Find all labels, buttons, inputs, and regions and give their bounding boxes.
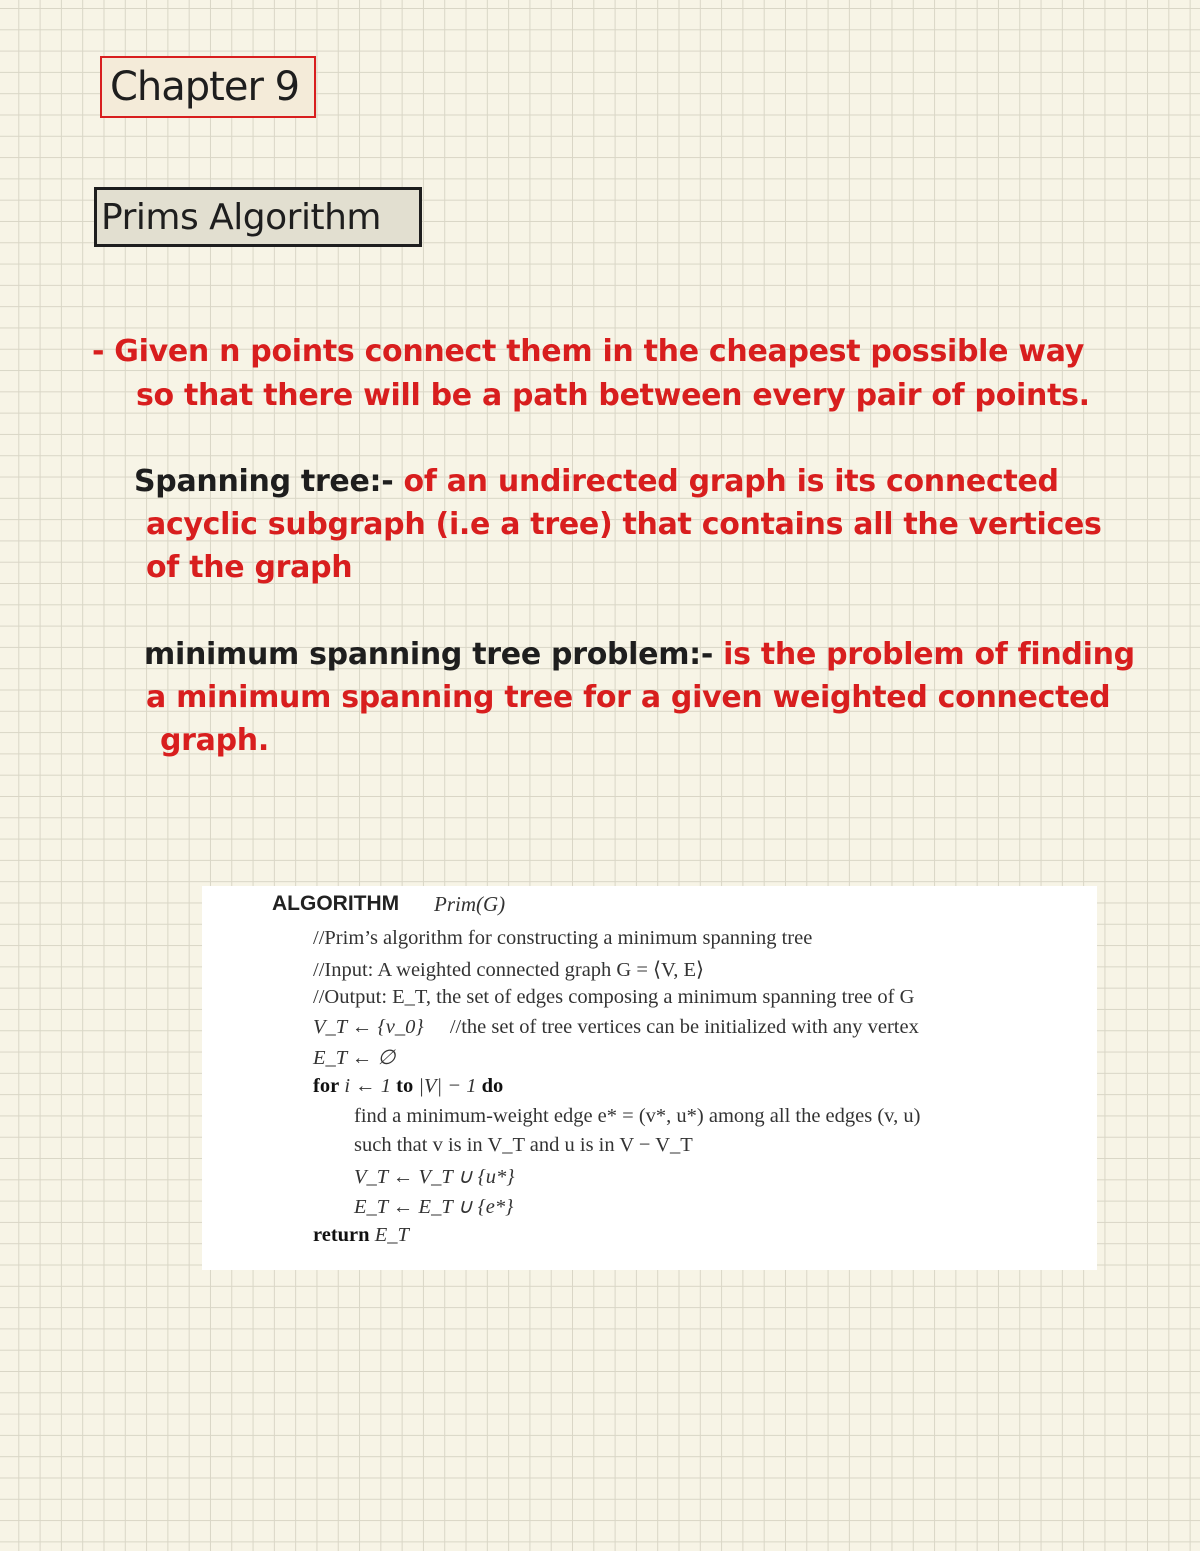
algorithm-body-4 — [354, 1194, 513, 1219]
mst-problem-line-3: graph. — [160, 723, 269, 758]
init-vertices-expression: V_T ← {v_0} — [313, 1016, 424, 1038]
algorithm-keyword: ALGORITHM — [272, 892, 400, 915]
algorithm-comment-1: //Prim’s algorithm for constructing a minimum spanning tree — [313, 927, 813, 949]
topic-heading-box — [94, 187, 422, 247]
chapter-heading-box — [100, 56, 316, 118]
algorithm-body-3 — [354, 1164, 515, 1189]
algorithm-return — [313, 1224, 409, 1247]
to-keyword: to — [396, 1075, 414, 1097]
spanning-tree-definition-1: of an undirected graph is its connected — [393, 464, 1059, 499]
spanning-tree-line-2: acyclic subgraph (i.e a tree) that contains all the vertices — [146, 507, 1102, 542]
init-edges-expression: E_T ← ∅ — [313, 1047, 396, 1069]
return-value: E_T — [374, 1224, 409, 1246]
topic-heading: Prims Algorithm — [101, 196, 381, 238]
return-keyword: return — [313, 1224, 370, 1246]
algorithm-pseudocode-image — [202, 886, 1097, 1270]
init-vertices-comment: //the set of tree vertices can be initialized with any vertex — [449, 1016, 919, 1038]
algorithm-comment-3: //Output: E_T, the set of edges composing a minimum spanning tree of G — [313, 986, 915, 1008]
mst-problem-definition-1: is the problem of finding — [713, 637, 1135, 672]
for-range-end: |V| − 1 — [418, 1075, 477, 1097]
spanning-tree-line-3: of the graph — [146, 550, 353, 585]
algorithm-body-2: such that v is in V_T and u is in V − V_T — [354, 1134, 693, 1156]
body-4-expression: E_T ← E_T ∪ {e*} — [354, 1196, 514, 1218]
body-3-expression: V_T ← V_T ∪ {u*} — [354, 1166, 515, 1188]
chapter-heading: Chapter 9 — [110, 64, 300, 110]
for-range-start: i ← 1 — [344, 1075, 392, 1097]
mst-problem-line-2: a minimum spanning tree for a given weighted connected — [146, 680, 1111, 715]
mst-problem-line-1 — [144, 633, 1135, 676]
spanning-tree-line-1 — [134, 460, 1059, 503]
intro-line-2: so that there will be a path between every pair of points. — [136, 378, 1090, 413]
algorithm-body-1: find a minimum-weight edge e* = (v*, u*) among all the edges (v, u) — [354, 1105, 921, 1127]
spanning-tree-term: Spanning tree:- — [134, 464, 394, 499]
algorithm-init-edges — [313, 1045, 395, 1070]
algorithm-init-vertices — [313, 1016, 919, 1039]
do-keyword: do — [481, 1075, 504, 1097]
algorithm-comment-2: //Input: A weighted connected graph G = ⟨V, E⟩ — [313, 959, 704, 981]
algorithm-for-loop — [313, 1075, 503, 1098]
intro-line-1: - Given n points connect them in the cheapest possible way — [92, 334, 1085, 369]
mst-problem-term: minimum spanning tree problem:- — [144, 637, 714, 672]
for-keyword: for — [313, 1075, 340, 1097]
algorithm-name: Prim(G) — [434, 892, 506, 916]
